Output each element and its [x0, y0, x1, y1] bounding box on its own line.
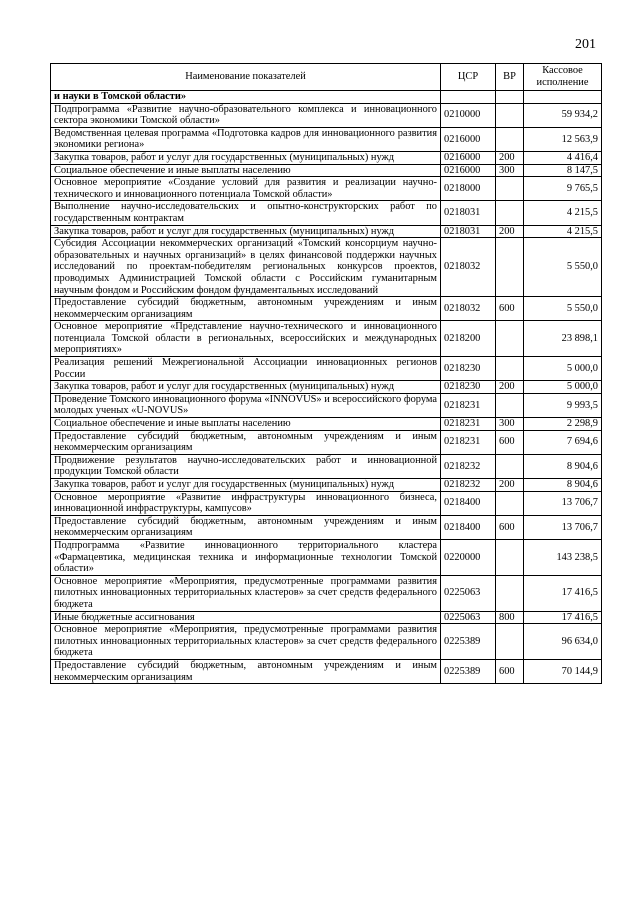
row-vr-cell: 600	[496, 515, 524, 539]
row-name-cell: Основное мероприятие «Мероприятия, предусмотренные программами развития пилотных инновационных территориальных кластеров» за счет средств федерального бюджета	[51, 575, 441, 611]
row-amount-cell: 96 634,0	[524, 624, 602, 660]
row-csr-cell: 0218200	[441, 321, 496, 357]
row-name-cell: Реализация решений Межрегиональной Ассоциации инновационных регионов России	[51, 357, 441, 381]
row-amount-cell: 17 416,5	[524, 575, 602, 611]
row-csr-cell: 0225063	[441, 575, 496, 611]
row-vr-cell	[496, 321, 524, 357]
row-name-cell: Выполнение научно-исследовательских и опытно-конструкторских работ по государственным контрактам	[51, 201, 441, 225]
row-amount-cell: 12 563,9	[524, 127, 602, 151]
section-row	[51, 91, 602, 104]
column-header-amount: Кассовое исполнение	[524, 64, 602, 91]
table-row	[51, 127, 602, 151]
section-vr-cell	[496, 91, 524, 104]
table-row	[51, 624, 602, 660]
row-vr-cell: 200	[496, 225, 524, 238]
table-row	[51, 297, 602, 321]
table-row	[51, 479, 602, 492]
row-csr-cell: 0216000	[441, 151, 496, 164]
row-vr-cell	[496, 177, 524, 201]
row-csr-cell: 0218031	[441, 225, 496, 238]
table-row	[51, 381, 602, 394]
table-row	[51, 454, 602, 478]
row-name-cell: Предоставление субсидий бюджетным, автономным учреждениям и иным некоммерческим организациям	[51, 659, 441, 683]
row-csr-cell: 0210000	[441, 103, 496, 127]
row-vr-cell	[496, 201, 524, 225]
table-row	[51, 357, 602, 381]
row-name-cell: Предоставление субсидий бюджетным, автономным учреждениям и иным некоммерческим организациям	[51, 297, 441, 321]
row-amount-cell: 5 550,0	[524, 297, 602, 321]
row-vr-cell: 300	[496, 164, 524, 177]
row-csr-cell: 0225389	[441, 659, 496, 683]
row-name-cell: Основное мероприятие «Представление научно-технического и инновационного потенциала Томской области в региональных, всероссийских и международных мероприятиях»	[51, 321, 441, 357]
table-row	[51, 515, 602, 539]
row-vr-cell: 600	[496, 430, 524, 454]
row-csr-cell: 0225063	[441, 611, 496, 624]
table-row	[51, 201, 602, 225]
row-name-cell: Закупка товаров, работ и услуг для государственных (муниципальных) нужд	[51, 479, 441, 492]
row-amount-cell: 9 765,5	[524, 177, 602, 201]
row-vr-cell	[496, 393, 524, 417]
budget-table	[50, 63, 602, 684]
row-csr-cell: 0218000	[441, 177, 496, 201]
row-amount-cell: 23 898,1	[524, 321, 602, 357]
row-name-cell: Иные бюджетные ассигнования	[51, 611, 441, 624]
table-header-row	[51, 64, 602, 91]
table-row	[51, 539, 602, 575]
table-row	[51, 393, 602, 417]
row-vr-cell	[496, 575, 524, 611]
row-name-cell: Подпрограмма «Развитие инновационного территориального кластера «Фармацевтика, медицинская техника и информационные технологии Томской области»	[51, 539, 441, 575]
table-row	[51, 151, 602, 164]
row-amount-cell: 7 694,6	[524, 430, 602, 454]
row-amount-cell: 9 993,5	[524, 393, 602, 417]
row-amount-cell: 5 000,0	[524, 381, 602, 394]
row-csr-cell: 0218400	[441, 491, 496, 515]
row-amount-cell: 2 298,9	[524, 418, 602, 431]
row-name-cell: Социальное обеспечение и иные выплаты населению	[51, 418, 441, 431]
row-vr-cell: 600	[496, 659, 524, 683]
row-vr-cell: 200	[496, 381, 524, 394]
row-csr-cell: 0225389	[441, 624, 496, 660]
row-amount-cell: 5 550,0	[524, 238, 602, 297]
row-csr-cell: 0220000	[441, 539, 496, 575]
row-csr-cell: 0218231	[441, 430, 496, 454]
row-name-cell: Субсидия Ассоциации некоммерческих организаций «Томский консорциум научно-образовательных и научных организаций» в целях финансовой поддержки научных исследований по проектам-победителям региональных конкурсов проектов, проводимых Администрацией Томской области с Российским гуманитарным научным фондом и Российским фондом фундаментальных исследований	[51, 238, 441, 297]
row-name-cell: Предоставление субсидий бюджетным, автономным учреждениям и иным некоммерческим организациям	[51, 515, 441, 539]
row-csr-cell: 0218032	[441, 297, 496, 321]
table-row	[51, 575, 602, 611]
row-name-cell: Подпрограмма «Развитие научно-образовательного комплекса и инновационного сектора экономики Томской области»	[51, 103, 441, 127]
row-vr-cell: 200	[496, 151, 524, 164]
section-title: и науки в Томской области»	[51, 91, 441, 104]
row-name-cell: Проведение Томского инновационного форума «INNOVUS» и всероссийского форума молодых ученых «U-NOVUS»	[51, 393, 441, 417]
table-row	[51, 418, 602, 431]
table-row	[51, 491, 602, 515]
column-header-csr: ЦСР	[441, 64, 496, 91]
row-vr-cell: 800	[496, 611, 524, 624]
column-header-name: Наименование показателей	[51, 64, 441, 91]
row-vr-cell: 300	[496, 418, 524, 431]
row-amount-cell: 5 000,0	[524, 357, 602, 381]
row-csr-cell: 0218032	[441, 238, 496, 297]
page-number: 201	[575, 37, 596, 52]
row-name-cell: Закупка товаров, работ и услуг для государственных (муниципальных) нужд	[51, 381, 441, 394]
section-amount-cell	[524, 91, 602, 104]
row-vr-cell	[496, 624, 524, 660]
row-vr-cell	[496, 127, 524, 151]
row-amount-cell: 8 147,5	[524, 164, 602, 177]
table-row	[51, 103, 602, 127]
row-csr-cell: 0216000	[441, 164, 496, 177]
row-amount-cell: 8 904,6	[524, 479, 602, 492]
row-vr-cell	[496, 357, 524, 381]
row-vr-cell	[496, 454, 524, 478]
row-name-cell: Продвижение результатов научно-исследовательских работ и инновационной продукции Томской области	[51, 454, 441, 478]
table-row	[51, 659, 602, 683]
row-vr-cell: 600	[496, 297, 524, 321]
row-csr-cell: 0218230	[441, 381, 496, 394]
row-csr-cell: 0218231	[441, 418, 496, 431]
row-name-cell: Закупка товаров, работ и услуг для государственных (муниципальных) нужд	[51, 225, 441, 238]
row-name-cell: Закупка товаров, работ и услуг для государственных (муниципальных) нужд	[51, 151, 441, 164]
row-vr-cell: 200	[496, 479, 524, 492]
table-row	[51, 238, 602, 297]
row-csr-cell: 0216000	[441, 127, 496, 151]
table-body	[51, 91, 602, 684]
row-amount-cell: 13 706,7	[524, 515, 602, 539]
row-vr-cell	[496, 238, 524, 297]
column-header-vr: ВР	[496, 64, 524, 91]
row-vr-cell	[496, 491, 524, 515]
row-vr-cell	[496, 103, 524, 127]
row-name-cell: Ведомственная целевая программа «Подготовка кадров для инновационного развития экономики региона»	[51, 127, 441, 151]
row-amount-cell: 17 416,5	[524, 611, 602, 624]
row-csr-cell: 0218031	[441, 201, 496, 225]
table-row	[51, 164, 602, 177]
row-name-cell: Основное мероприятие «Мероприятия, предусмотренные программами развития пилотных инновационных территориальных кластеров» за счет средств федерального бюджета	[51, 624, 441, 660]
row-amount-cell: 4 215,5	[524, 201, 602, 225]
row-csr-cell: 0218232	[441, 479, 496, 492]
row-name-cell: Предоставление субсидий бюджетным, автономным учреждениям и иным некоммерческим организациям	[51, 430, 441, 454]
table-row	[51, 611, 602, 624]
table-row	[51, 430, 602, 454]
row-vr-cell	[496, 539, 524, 575]
row-amount-cell: 143 238,5	[524, 539, 602, 575]
row-amount-cell: 59 934,2	[524, 103, 602, 127]
row-name-cell: Основное мероприятие «Создание условий для развития и реализации научно-технического и инновационного потенциала Томской области»	[51, 177, 441, 201]
row-csr-cell: 0218400	[441, 515, 496, 539]
row-amount-cell: 8 904,6	[524, 454, 602, 478]
row-amount-cell: 70 144,9	[524, 659, 602, 683]
row-csr-cell: 0218232	[441, 454, 496, 478]
row-name-cell: Социальное обеспечение и иные выплаты населению	[51, 164, 441, 177]
row-amount-cell: 4 215,5	[524, 225, 602, 238]
row-amount-cell: 4 416,4	[524, 151, 602, 164]
row-csr-cell: 0218231	[441, 393, 496, 417]
row-amount-cell: 13 706,7	[524, 491, 602, 515]
table-row	[51, 321, 602, 357]
table-row	[51, 177, 602, 201]
table-row	[51, 225, 602, 238]
row-name-cell: Основное мероприятие «Развитие инфраструктуры инновационного бизнеса, инновационной инфраструктуры, кампусов»	[51, 491, 441, 515]
section-csr-cell	[441, 91, 496, 104]
row-csr-cell: 0218230	[441, 357, 496, 381]
